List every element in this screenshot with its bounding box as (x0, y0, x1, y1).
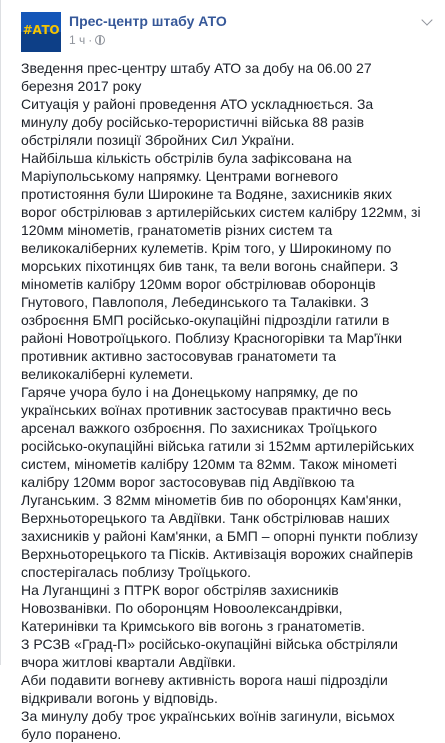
globe-icon (95, 35, 105, 45)
post-timestamp[interactable]: 1 ч (69, 33, 86, 47)
meta-separator: · (88, 33, 93, 47)
chevron-down-icon[interactable] (419, 14, 437, 32)
post-paragraph: Найбільша кількість обстрілів була зафіксована на Маріупольському напрямку. Центрами вогневого протистояння були Широкине та Водяне, захисників яких ворог обстрілював з артилерійських систем калібру 122мм, зі 120мм мінометів, гранатометів різних систем та великокаліберних кулеметів. Крім того, у Широкиному по морських піхотинцях бив танк, та вели вогонь снайпери. З мінометів калібру 120мм ворог обстрілював оборонців Гнутового, Павлополя, Лебединського та Талаківки. З озброєння БМП російсько-окупаційні підрозділи гатили в районі Новотроїцького. Поблизу Красногорівки та Мар'їнки противник активно застосовував гранатомети та великокаліберні кулемети. (21, 150, 421, 382)
post-paragraph: Гаряче учора було і на Донецькому напрямку, де по українських воїнах противник застосував практично весь арсенал важкого озброєння. По захисниках Троїцького російсько-окупаційні війська гатили зі 152мм артилерійських систем, мінометів калібру 120мм та 82мм. Також мінометі калібру 120мм ворог застосовував під Авдіївкою та Луганським. З 82мм мінометів бив по оборонцях Кам'янки, Верхньоторецького та Авдіївки. Танк обстрілював наших захисників у районі Кам'янки, а БМП – опорні пункти поблизу Верхньоторецького та Пісків. Активізація ворожих снайперів спостерігалась поблизу Троїцького. (21, 384, 418, 580)
post-meta (69, 33, 105, 47)
post-paragraph: Аби подавити вогневу активність ворога наші підрозділи відкривали вогонь у відповідь. (21, 672, 388, 706)
post-header (21, 12, 437, 52)
post-paragraph: Ситуація у районі проведення АТО ускладнюється. За минулу добу російсько-терористичні війська 88 разів обстріляли позиції Збройних Сил України. (21, 96, 374, 148)
page-name-link[interactable]: Прес-центр штабу АТО (69, 13, 227, 29)
post-paragraph: З РСЗВ «Град-П» російсько-окупаційні війська обстріляли вчора житлові квартали Авдіївки. (21, 636, 398, 670)
avatar-logo-text: #АТО (22, 23, 60, 37)
post-paragraph-title: Зведення прес-центру штабу АТО за добу на 06.00 27 березня 2017 року (21, 60, 372, 94)
post-paragraph: На Луганщині з ПТРК ворог обстріляв захисників Новозванівки. По оборонцям Новоолександрівки, Катеринівки та Кримського вів вогонь з гранатометів. (21, 582, 366, 634)
page-avatar[interactable] (21, 12, 61, 52)
post-text (21, 59, 423, 743)
post-paragraph: За минулу добу троє українських воїнів загинули, вісьмох було поранено. (21, 708, 395, 742)
